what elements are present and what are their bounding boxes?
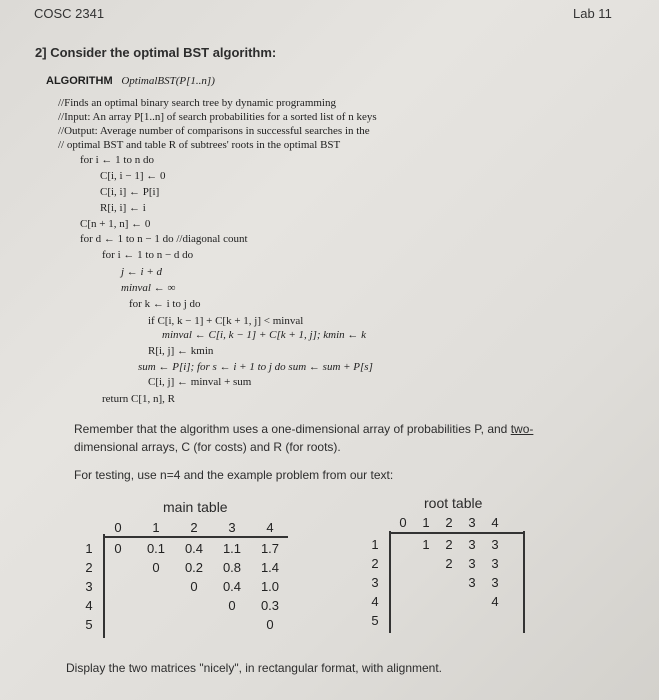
column-header: 4 xyxy=(491,515,499,530)
row-label: 4 xyxy=(85,598,93,613)
algorithm-line: sum ← P[i]; for s ← i + 1 to j do sum ← sum + P[s] xyxy=(138,361,373,373)
algorithm-name: OptimalBST(P[1..n]) xyxy=(121,75,215,87)
algorithm-line: R[i, i] ← i xyxy=(100,202,146,214)
table-cell: 0.1 xyxy=(146,541,166,556)
algorithm-comment-1: //Finds an optimal binary search tree by dynamic programming xyxy=(58,97,336,109)
algorithm-line: for d ← 1 to n − 1 do //diagonal count xyxy=(80,233,248,245)
table-cell: 2 xyxy=(445,537,453,552)
algorithm-comment-4: // optimal BST and table R of subtrees' roots in the optimal BST xyxy=(58,139,341,151)
algorithm-comment-3: //Output: Average number of comparisons in successful searches in the xyxy=(58,125,370,137)
remember-line-1 xyxy=(74,422,533,436)
table-cell: 1.0 xyxy=(260,579,280,594)
table-cell: 1.4 xyxy=(260,560,280,575)
algorithm-line: for i ← 1 to n − d do xyxy=(102,249,194,261)
column-header: 2 xyxy=(190,520,198,535)
algorithm-line: minval ← ∞ xyxy=(121,282,176,294)
table-cell: 0.8 xyxy=(222,560,242,575)
algorithm-line: if C[i, k − 1] + C[k + 1, j] < minval xyxy=(148,315,304,327)
table-cell: 0.3 xyxy=(260,598,280,613)
table-cell: 4 xyxy=(491,594,499,609)
algorithm-line: C[i, j] ← minval + sum xyxy=(148,376,252,388)
column-header: 0 xyxy=(114,520,122,535)
algorithm-line: for i ← 1 to n do xyxy=(80,154,154,166)
row-label: 4 xyxy=(371,594,379,609)
column-header: 4 xyxy=(266,520,274,535)
remember-emphasis: two- xyxy=(510,422,534,436)
question-heading xyxy=(35,45,276,60)
lab-label: Lab 11 xyxy=(573,6,612,21)
row-label: 2 xyxy=(85,560,93,575)
table-cell: 0 xyxy=(152,560,160,575)
main-table-title: main table xyxy=(163,499,228,515)
algorithm-line: j ← i + d xyxy=(121,266,163,278)
display-instruction: Display the two matrices "nicely", in rectangular format, with alignment. xyxy=(66,661,443,675)
table-cell: 0 xyxy=(190,579,198,594)
column-header: 2 xyxy=(445,515,453,530)
table-cell: 3 xyxy=(468,537,476,552)
algorithm-line: C[n + 1, n] ← 0 xyxy=(80,218,151,230)
algorithm-keyword: ALGORITHM xyxy=(46,75,113,87)
algorithm-line: C[i, i − 1] ← 0 xyxy=(100,170,166,182)
algorithm-line: return C[1, n], R xyxy=(102,393,176,405)
column-header: 3 xyxy=(228,520,236,535)
remember-text: Remember that the algorithm uses a one-dimensional array of probabilities P, and xyxy=(74,422,508,436)
table-cell: 2 xyxy=(445,556,453,571)
table-cell: 3 xyxy=(468,556,476,571)
row-label: 3 xyxy=(371,575,379,590)
table-cell: 3 xyxy=(491,537,499,552)
remember-line-2: dimensional arrays, C (for costs) and R (for roots). xyxy=(74,440,341,454)
table-cell: 1.7 xyxy=(260,541,280,556)
testing-text: For testing, use n=4 and the example problem from our text: xyxy=(74,468,394,482)
algorithm-line: minval ← C[i, k − 1] + C[k + 1, j]; kmin ← k xyxy=(162,329,367,341)
algorithm-line: for k ← i to j do xyxy=(129,298,201,310)
algorithm-title xyxy=(46,75,215,87)
column-header: 0 xyxy=(399,515,407,530)
table-cell: 1.1 xyxy=(222,541,242,556)
column-header: 1 xyxy=(152,520,160,535)
table-cell: 0 xyxy=(266,617,274,632)
algorithm-comment-2: //Input: An array P[1..n] of search probabilities for a sorted list of n keys xyxy=(58,111,377,123)
table-cell: 0.4 xyxy=(184,541,204,556)
question-number: 2] xyxy=(35,45,47,60)
row-label: 5 xyxy=(85,617,93,632)
table-cell: 0.2 xyxy=(184,560,204,575)
row-label: 5 xyxy=(371,613,379,628)
table-cell: 3 xyxy=(491,556,499,571)
table-border xyxy=(103,536,288,538)
table-cell: 3 xyxy=(491,575,499,590)
row-label: 2 xyxy=(371,556,379,571)
table-cell: 1 xyxy=(422,537,430,552)
root-table-title: root table xyxy=(424,495,483,511)
column-header: 1 xyxy=(422,515,430,530)
table-border xyxy=(389,531,391,633)
table-border xyxy=(103,534,105,638)
table-cell: 0 xyxy=(228,598,236,613)
algorithm-line: C[i, i] ← P[i] xyxy=(100,186,160,198)
table-border xyxy=(523,531,525,633)
table-border xyxy=(389,532,523,534)
table-cell: 0 xyxy=(114,541,122,556)
algorithm-line: R[i, j] ← kmin xyxy=(148,345,214,357)
table-cell: 3 xyxy=(468,575,476,590)
column-header: 3 xyxy=(468,515,476,530)
row-label: 1 xyxy=(371,537,379,552)
table-cell: 0.4 xyxy=(222,579,242,594)
row-label: 3 xyxy=(85,579,93,594)
row-label: 1 xyxy=(85,541,93,556)
question-text: Consider the optimal BST algorithm: xyxy=(50,45,277,60)
course-label: COSC 2341 xyxy=(34,6,105,21)
